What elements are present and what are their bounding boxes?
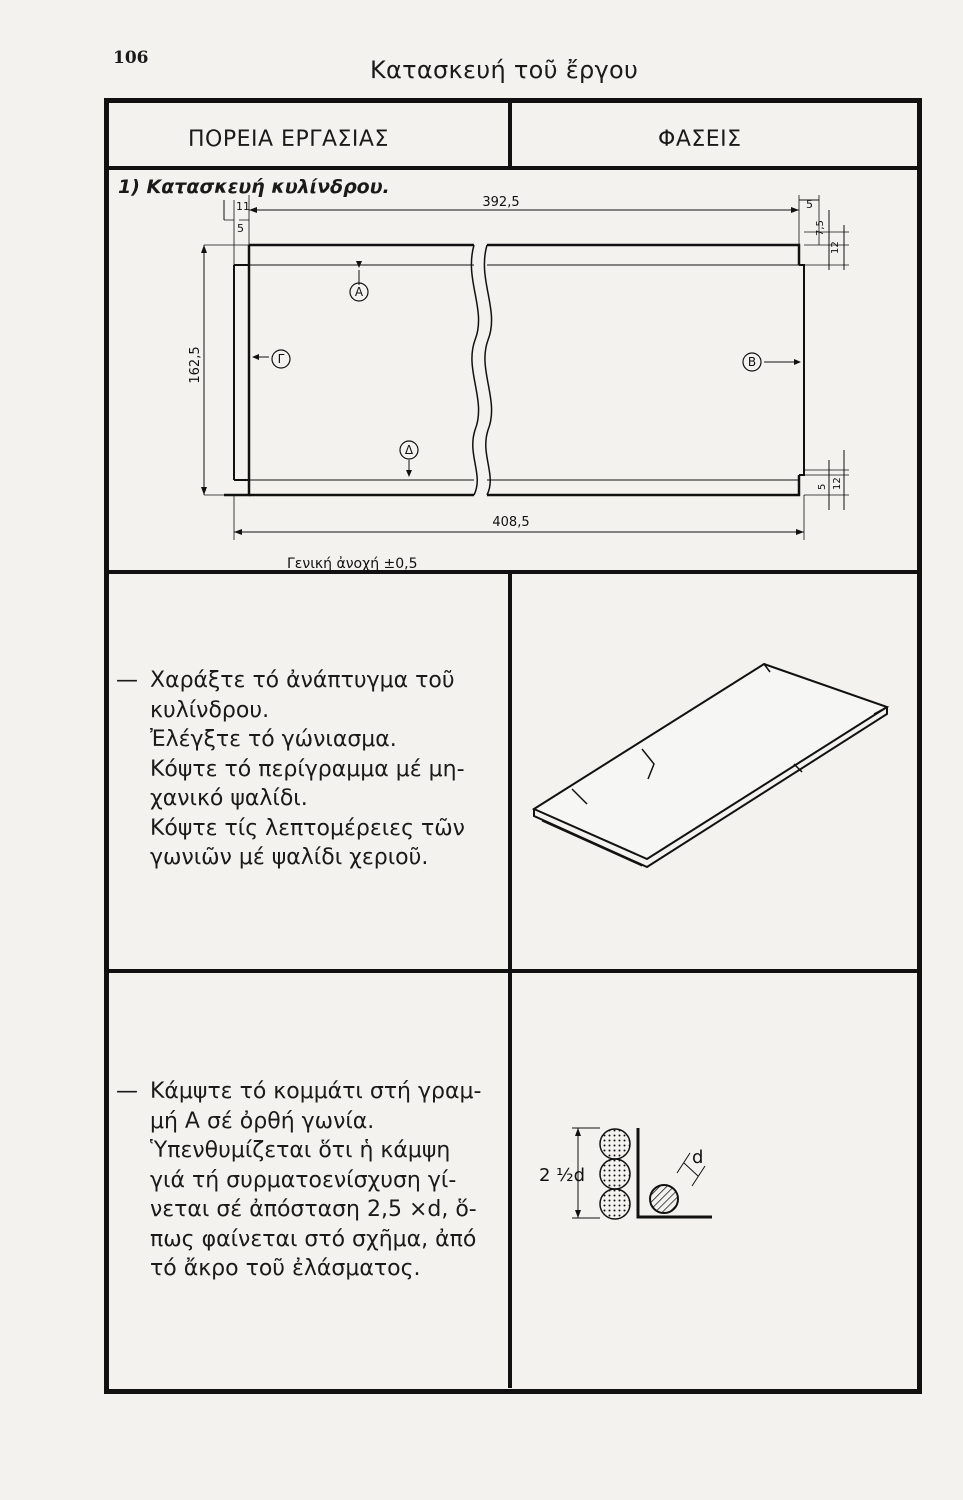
wire-circle-2 [600, 1159, 630, 1189]
step2-line: Κάμψτε τό κομμάτι στή γραμ- [150, 1079, 482, 1104]
dim-left-11: 11 [236, 200, 250, 213]
dim-right-5: 5 [806, 198, 813, 211]
dim-right-7-5: 7,5 [815, 220, 826, 236]
dim-bottom-408-5: 408,5 [492, 515, 530, 530]
bending-figure [512, 973, 912, 1384]
dim-left-5: 5 [237, 222, 244, 235]
plate-bottom-edge-right [487, 475, 799, 495]
break-line-left [471, 245, 478, 495]
step-text-1 [116, 666, 501, 873]
wire-section [650, 1185, 678, 1213]
label-d: d [692, 1147, 704, 1168]
step1-line: Ἐλέγξτε τό γώνιασμα. [150, 727, 397, 752]
wire-circle-3 [600, 1189, 630, 1219]
step-dash-2: — [116, 1079, 138, 1104]
marker-b: Β [747, 355, 757, 369]
header-divider [508, 100, 512, 170]
step1-line: Χαράξτε τό ἀνάπτυγμα τοῦ [150, 668, 455, 693]
sheet-plate-figure [512, 574, 912, 969]
header-phases: ΦΑΣΕΙΣ [658, 127, 742, 152]
header-procedure: ΠΟΡΕΙΑ ΕΡΓΑΣΙΑΣ [188, 127, 389, 152]
section-title: 1) Κατασκευή κυλίνδρου. [118, 176, 390, 198]
page-number: 106 [113, 48, 149, 68]
step1-line: κυλίνδρου. [150, 697, 270, 723]
dim-right-12-top: 12 [830, 241, 841, 254]
step-text-2 [116, 1077, 501, 1284]
marker-a: Α [354, 285, 364, 299]
step-dash-1: — [116, 668, 138, 693]
step2-line: νεται σέ ἀπόσταση 2,5 ×d, ὅ- [150, 1197, 477, 1222]
step2-line: γιά τή συρματοενίσχυση γί- [150, 1167, 457, 1193]
plate-left-edge [224, 245, 249, 495]
dim-right-12-bottom: 12 [832, 477, 843, 490]
running-title: Κατασκευή τοῦ ἔργου [370, 56, 639, 84]
dim-left-162-5: 162,5 [188, 346, 203, 384]
step1-line: Κόψτε τό περίγραμμα μέ μη- [150, 756, 465, 782]
wire-circle-1 [600, 1129, 630, 1159]
step2-line: Ὑπενθυμίζεται ὅτι ἡ κάμψη [150, 1138, 451, 1163]
step1-line: χανικό ψαλίδι. [150, 786, 308, 811]
general-tolerance: Γενική ἀνοχή ±0,5 [287, 556, 418, 570]
step2-line: τό ἄκρο τοῦ ἐλάσματος. [150, 1256, 421, 1281]
dim-right-5-bottom: 5 [817, 483, 828, 490]
marker-g: Γ [277, 352, 285, 366]
marker-d: Δ [404, 443, 414, 457]
plate-top-edge-right [487, 245, 799, 265]
step1-line: Κόψτε τίς λεπτομέρειες τῶν [150, 815, 465, 841]
step2-line: πως φαίνεται στό σχῆμα, ἀπό [150, 1226, 477, 1252]
step2-line: μή Α σέ ὀρθή γωνία. [150, 1108, 375, 1134]
label-2-half-d: 2 ½d [539, 1165, 586, 1186]
step1-line: γωνιῶν μέ ψαλίδι χεριοῦ. [150, 845, 429, 870]
dim-top-392-5: 392,5 [482, 195, 520, 210]
break-line-right [484, 245, 491, 495]
plate-top-face [534, 664, 887, 859]
cylinder-development-drawing [109, 170, 917, 570]
